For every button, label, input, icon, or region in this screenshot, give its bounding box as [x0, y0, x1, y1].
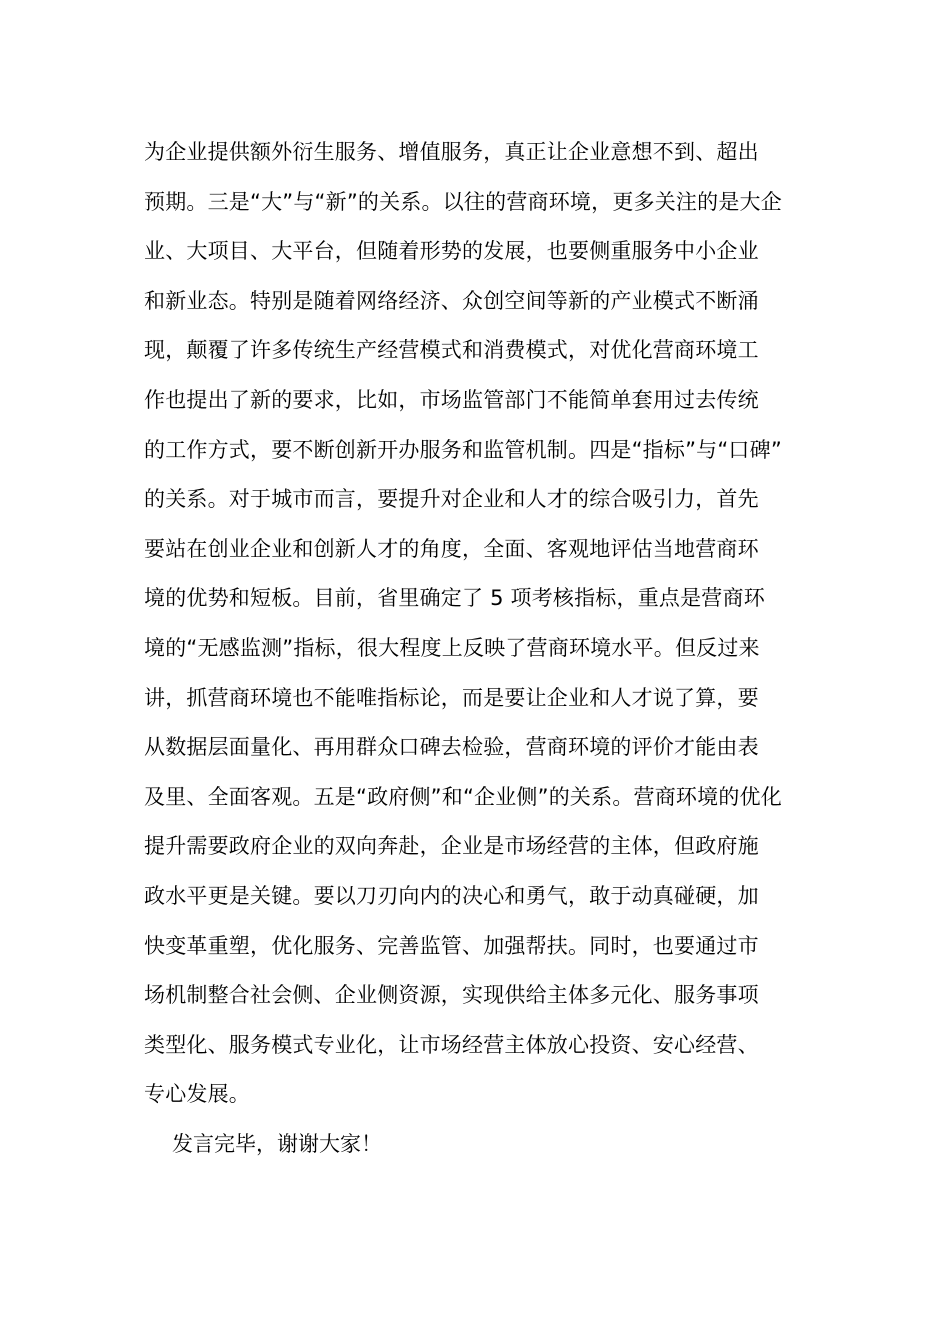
text-line: 为企业提供额外衍生服务、增值服务，真正让企业意想不到、超出 — [144, 140, 759, 164]
text-line: 快变革重塑，优化服务、完善监管、加强帮扶。同时，也要通过市 — [144, 933, 759, 958]
text-line: 的关系。对于城市而言，要提升对企业和人才的综合吸引力，首先 — [144, 487, 759, 512]
text-line: 业、大项目、大平台，但随着形势的发展，也要侧重服务中小企业 — [144, 239, 759, 264]
text-line: 政水平更是关键。要以刀刃向内的决心和勇气，敢于动真碰硬，加 — [144, 883, 759, 908]
text-line: 现，颠覆了许多传统生产经营模式和消费模式，对优化营商环境工 — [144, 338, 759, 363]
text-line: 从数据层面量化、再用群众口碑去检验，营商环境的评价才能由表 — [144, 735, 759, 760]
text-line: 境的优势和短板。目前，省里确定了 5 项考核指标，重点是营商环 — [144, 586, 765, 611]
text-line: 讲，抓营商环境也不能唯指标论，而是要让企业和人才说了算，要 — [144, 685, 759, 710]
text-line: 和新业态。特别是随着网络经济、众创空间等新的产业模式不断涌 — [144, 288, 759, 313]
text-line: 境的“无感监测”指标，很大程度上反映了营商环境水平。但反过来 — [144, 635, 760, 660]
text-line: 提升需要政府企业的双向奔赴，企业是市场经营的主体，但政府施 — [144, 834, 759, 859]
text-line: 及里、全面客观。五是“政府侧”和“企业侧”的关系。营商环境的优化 — [144, 784, 782, 809]
text-line: 专心发展。 — [144, 1082, 250, 1107]
closing-remark: 发言完毕，谢谢大家！ — [172, 1131, 382, 1156]
text-line: 作也提出了新的要求，比如，市场监管部门不能简单套用过去传统 — [144, 387, 759, 412]
text-line: 预期。三是“大”与“新”的关系。以往的营商环境，更多关注的是大企 — [144, 189, 782, 214]
text-line: 要站在创业企业和创新人才的角度，全面、客观地评估当地营商环 — [144, 536, 759, 561]
text-line: 场机制整合社会侧、企业侧资源，实现供给主体多元化、服务事项 — [144, 983, 759, 1008]
body-text — [144, 128, 824, 1169]
text-line: 类型化、服务模式专业化，让市场经营主体放心投资、安心经营、 — [144, 1032, 759, 1057]
text-line: 的工作方式，要不断创新开办服务和监管机制。四是“指标”与“口碑” — [144, 437, 782, 462]
